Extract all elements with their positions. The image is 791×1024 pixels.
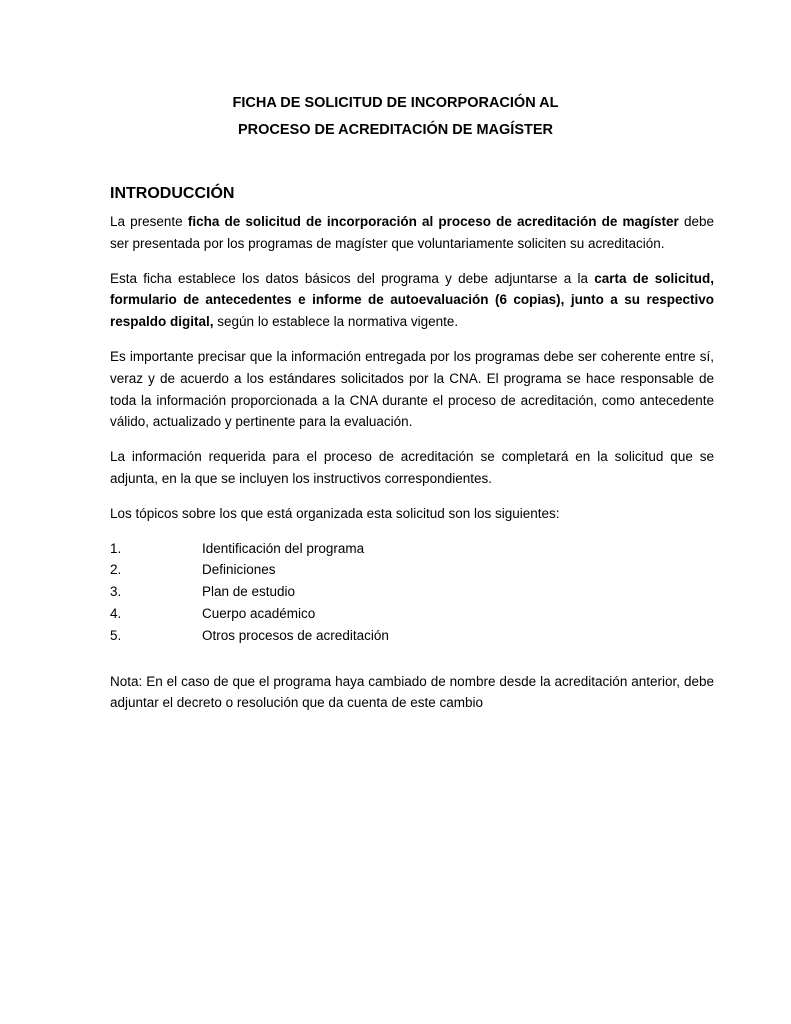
paragraph-1-text-c: debe ser presentada por los programas de magíster que voluntariamente soliciten su acreditación. (110, 214, 714, 251)
paragraph-2-bold: carta de solicitud, formulario de antecedentes e informe de autoevaluación (6 copias), junto a su respectivo respaldo digital, (110, 270, 714, 330)
topics-list (110, 538, 714, 647)
list-item-label: Cuerpo académico (202, 605, 316, 621)
paragraph-3: Es importante precisar que la información entregada por los programas debe ser coherente entre sí, veraz y de acuerdo a los estándares solicitados por la CNA. El programa se hace responsable de toda la información proporcionada a la CNA durante el proceso de acreditación, como antecedente válido, actualizado y pertinente para la evaluación. (110, 348, 714, 430)
list-item-label: Otros procesos de acreditación (202, 627, 389, 643)
list-item-label: Plan de estudio (202, 584, 296, 600)
section-heading: INTRODUCCIÓN (110, 185, 235, 202)
list-item-number: 1. (110, 540, 122, 556)
list-item-number: 4. (110, 605, 122, 621)
list-item-label: Definiciones (202, 562, 276, 578)
title-line-1: FICHA DE SOLICITUD DE INCORPORACIÓN AL (232, 95, 559, 111)
paragraph-2 (110, 268, 714, 333)
paragraph-1-text-a: La presente (110, 214, 188, 229)
document-body (110, 183, 714, 727)
note-paragraph: Nota: En el caso de que el programa haya cambiado de nombre desde la acreditación anterior, debe adjuntar el decreto o resolución que da cuenta de este cambio (110, 673, 714, 711)
list-item-number: 3. (110, 584, 122, 600)
list-item (110, 538, 714, 560)
paragraph-2-text-c: según lo establece la normativa vigente. (213, 314, 459, 330)
document-title (0, 90, 791, 144)
list-item (110, 559, 714, 581)
title-line-2: PROCESO DE ACREDITACIÓN DE MAGÍSTER (238, 122, 553, 138)
paragraph-1 (110, 211, 714, 255)
paragraph-2-text-a: Esta ficha establece los datos básicos del programa y debe adjuntarse a la (110, 270, 595, 286)
list-item-label: Identificación del programa (202, 540, 365, 556)
paragraph-5: Los tópicos sobre los que está organizada esta solicitud son los siguientes: (110, 505, 560, 521)
list-item (110, 625, 714, 647)
paragraph-4: La información requerida para el proceso de acreditación se completará en la solicitud que se adjunta, en la que se incluyen los instructivos correspondientes. (110, 449, 714, 486)
paragraph-1-bold: ficha de solicitud de incorporación al proceso de acreditación de magíster (187, 214, 679, 229)
list-item (110, 603, 714, 625)
list-item-number: 2. (110, 562, 122, 578)
list-item (110, 581, 714, 603)
list-item-number: 5. (110, 627, 122, 643)
